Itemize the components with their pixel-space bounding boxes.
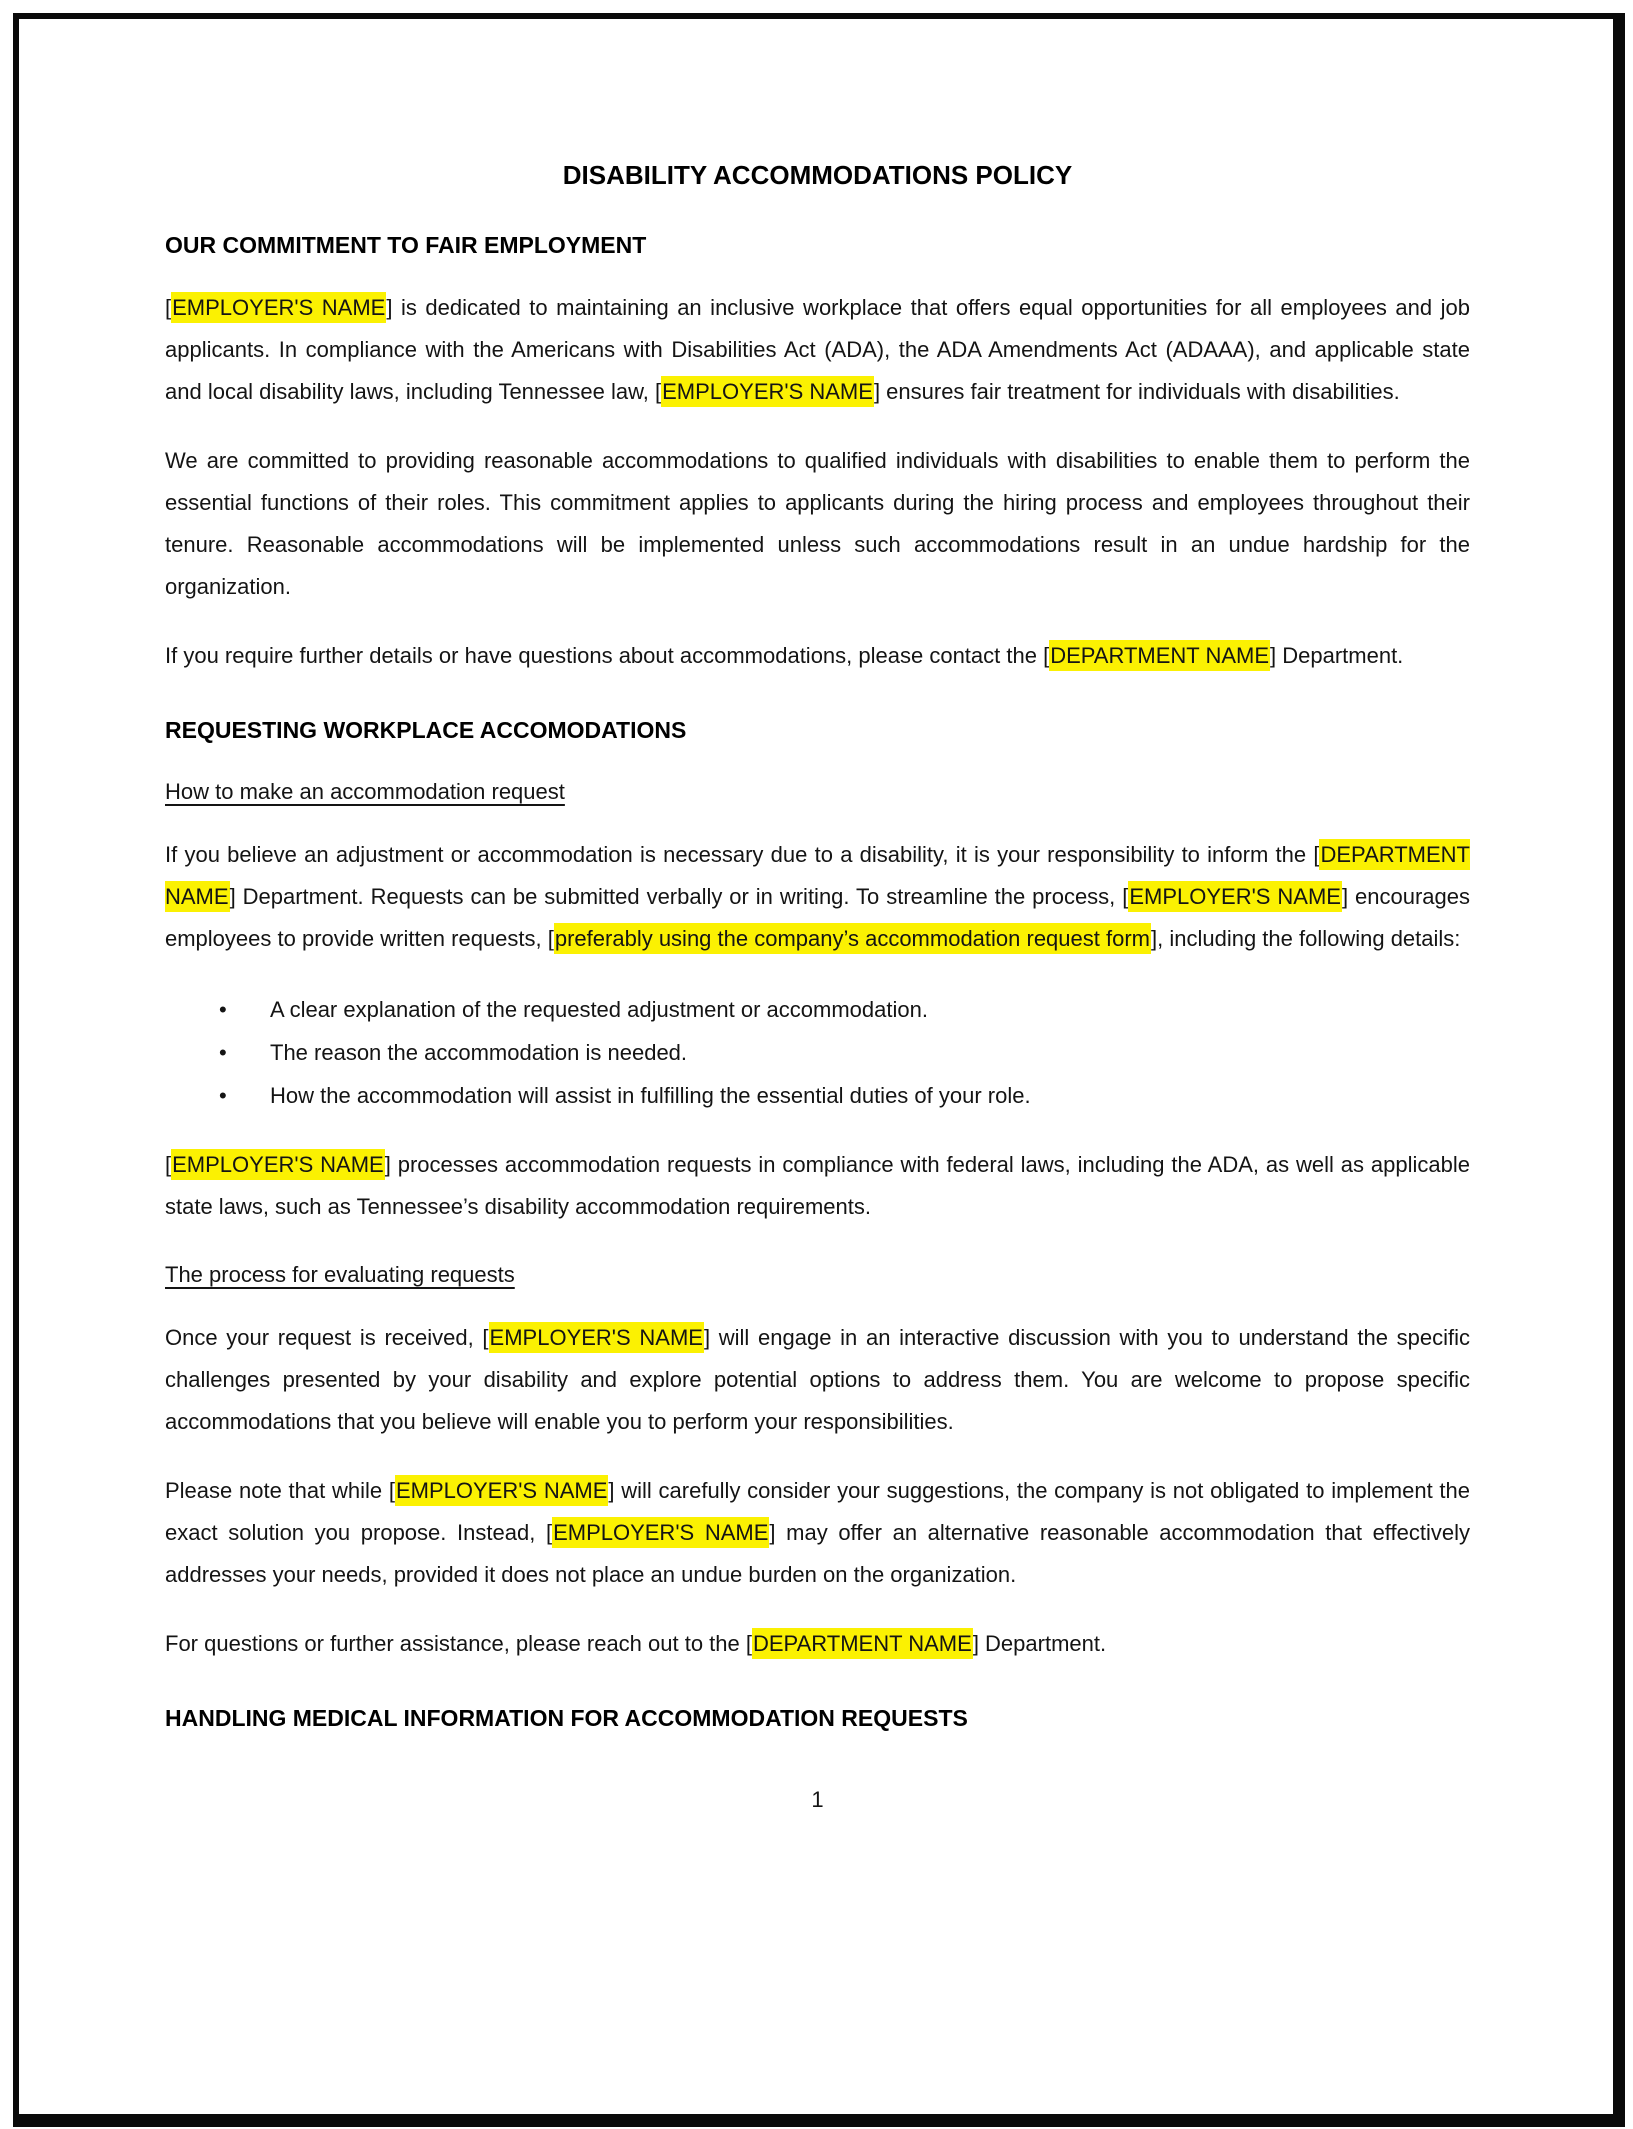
highlighted-placeholder: preferably using the company’s accommodation request form	[554, 923, 1151, 954]
text-segment: ] Department.	[1270, 643, 1404, 668]
highlighted-placeholder: DEPARTMENT NAME	[1049, 640, 1270, 671]
highlighted-placeholder: EMPLOYER'S NAME	[489, 1322, 704, 1353]
text-segment: ] will carefully consider your suggestions, the company is not obligated to implement the exact solution you propose. Instead,	[165, 1478, 1470, 1545]
highlighted-placeholder: EMPLOYER'S NAME	[395, 1475, 608, 1506]
highlighted-placeholder: DEPARTMENT NAME	[165, 839, 1470, 912]
text-segment: ] Department. Requests can be submitted verbally or in writing. To streamline the process,	[229, 884, 1123, 909]
list-item: • A clear explanation of the requested adjustment or accommodation.	[270, 988, 1470, 1031]
text-segment: [	[745, 1631, 752, 1656]
paragraph-interactive-discussion	[165, 1317, 1470, 1443]
text-segment: ], including the following details:	[1151, 926, 1461, 951]
text-segment: If you believe an adjustment or accommodation is necessary due to a disability, it is your responsibility to inform the	[165, 842, 1314, 867]
text-segment: [	[655, 379, 662, 404]
text-segment: ] encourages employees to provide written requests,	[165, 884, 1470, 951]
section-heading-requesting: REQUESTING WORKPLACE ACCOMODATIONS	[165, 717, 687, 743]
text-segment: [	[482, 1325, 489, 1350]
text-segment: [	[547, 926, 554, 951]
text-segment: Please note that while	[165, 1478, 389, 1503]
list-item: • How the accommodation will assist in fulfilling the essential duties of your role.	[270, 1074, 1470, 1117]
text-segment: ] is dedicated to maintaining an inclusive workplace that offers equal opportunities for all employees and job applicants. In compliance with the Americans with Disabilities Act (ADA), the ADA Amendments Act (ADAAA), and applicable state and local disability laws, including Tennessee law,	[165, 295, 1470, 404]
highlighted-placeholder: EMPLOYER'S NAME	[1128, 881, 1342, 912]
highlighted-placeholder: EMPLOYER'S NAME	[171, 1149, 385, 1180]
text-segment: ] Department.	[972, 1631, 1107, 1656]
text-segment: ] may offer an alternative reasonable accommodation that effectively addresses your needs, provided it does not place an undue burden on the organization.	[165, 1520, 1470, 1587]
subheading-evaluating-process: The process for evaluating requests	[165, 1262, 515, 1287]
paragraph-alternative-accommodation	[165, 1470, 1470, 1596]
section-heading-commitment: OUR COMMITMENT TO FAIR EMPLOYMENT	[165, 232, 647, 258]
text-segment: [	[1313, 842, 1320, 867]
text-segment: [	[388, 1478, 395, 1503]
paragraph-contact-department	[165, 635, 1470, 677]
list-item: • The reason the accommodation is needed.	[270, 1031, 1470, 1074]
text-segment: ] ensures fair treatment for individuals with disabilities.	[873, 379, 1400, 404]
request-details-list	[165, 988, 1470, 1117]
text-segment: [	[1122, 884, 1129, 909]
highlighted-placeholder: EMPLOYER'S NAME	[661, 376, 874, 407]
highlighted-placeholder: DEPARTMENT NAME	[752, 1628, 973, 1659]
text-segment: For questions or further assistance, please reach out to the	[165, 1631, 746, 1656]
subheading-how-to-request: How to make an accommodation request	[165, 779, 565, 804]
text-segment: [	[165, 295, 172, 320]
page-number: 1	[811, 1787, 824, 1812]
highlighted-placeholder: EMPLOYER'S NAME	[552, 1517, 769, 1548]
text-segment: [	[165, 1152, 172, 1177]
document-page	[165, 158, 1470, 1821]
highlighted-placeholder: EMPLOYER'S NAME	[171, 292, 386, 323]
text-segment: [	[545, 1520, 553, 1545]
paragraph-processing-compliance	[165, 1144, 1470, 1228]
text-segment: ] processes accommodation requests in compliance with federal laws, including the ADA, as well as applicable state laws, such as Tennessee’s disability accommodation requirements.	[165, 1152, 1470, 1219]
paragraph-commitment-intro	[165, 287, 1470, 413]
paragraph-commitment-detail	[165, 440, 1470, 608]
text-segment: ] will engage in an interactive discussion with you to understand the specific challenges presented by your disability and explore potential options to address them. You are welcome to propose specific accommodations that you believe will enable you to perform your responsibilities.	[165, 1325, 1470, 1434]
section-heading-handling-medical: HANDLING MEDICAL INFORMATION FOR ACCOMMODATION REQUESTS	[165, 1705, 968, 1731]
document-title: DISABILITY ACCOMMODATIONS POLICY	[562, 160, 1073, 190]
text-segment: We are committed to providing reasonable accommodations to qualified individuals with disabilities to enable them to perform the essential functions of their roles. This commitment applies to applicants during the hiring process and employees throughout their tenure. Reasonable accommodations will be implemented unless such accommodations result in an undue hardship for the organization.	[165, 448, 1470, 599]
paragraph-request-instructions	[165, 834, 1470, 960]
text-segment: If you require further details or have questions about accommodations, please contact the	[165, 643, 1044, 668]
text-segment: [	[1043, 643, 1050, 668]
text-segment: Once your request is received,	[165, 1325, 483, 1350]
paragraph-questions-contact	[165, 1623, 1470, 1665]
